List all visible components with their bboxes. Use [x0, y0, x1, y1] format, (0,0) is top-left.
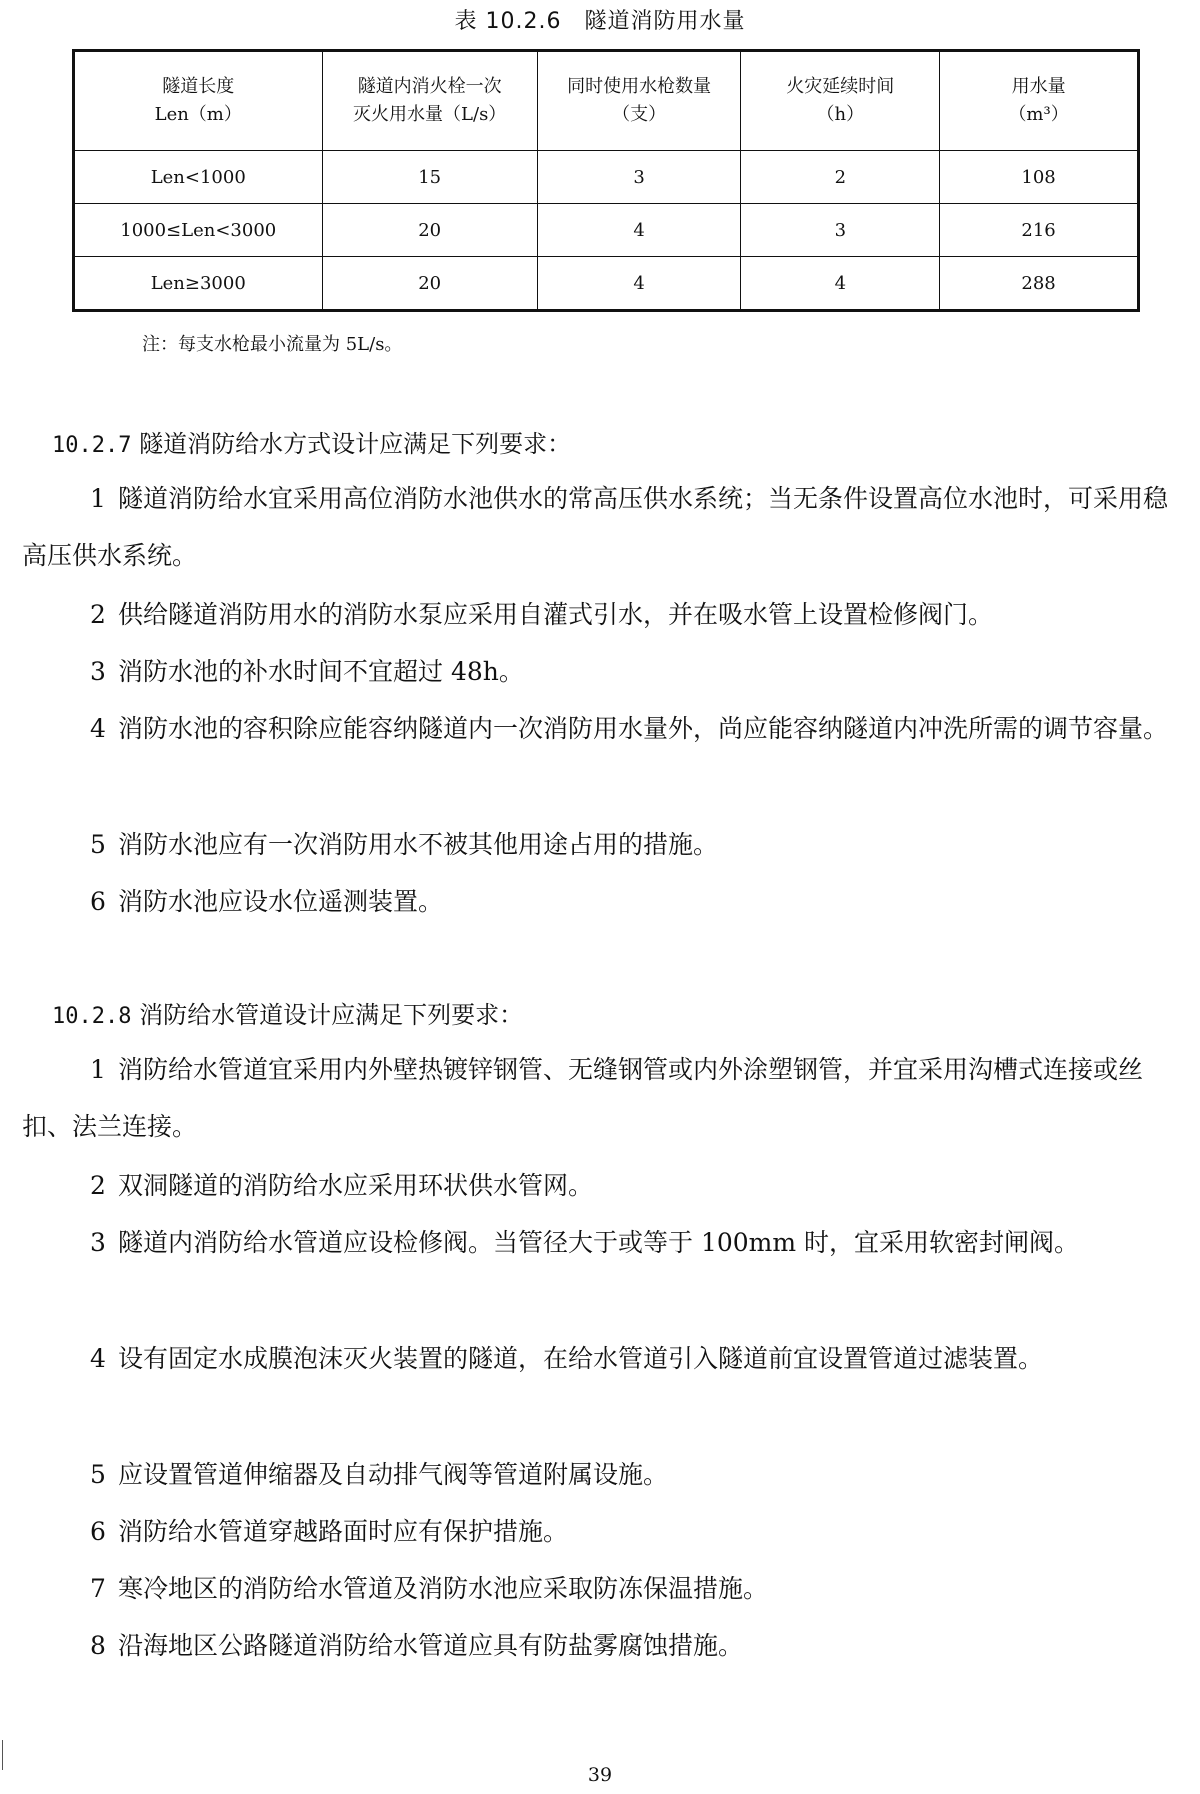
- section-1028-item-3: [22, 1214, 1192, 1271]
- header-water-volume: [940, 51, 1139, 151]
- item-text: 双洞隧道的消防给水应采用环状供水管网。: [118, 1171, 594, 1200]
- item-number: 5: [90, 830, 106, 859]
- table-cell: 3: [537, 151, 741, 204]
- item-text: 消防给水管道宜采用内外壁热镀锌钢管、无缝钢管或内外涂塑钢管，并宜采用沟槽式连接或丝扣、法兰连接。: [22, 1055, 1144, 1141]
- header-line: （支）: [612, 104, 667, 125]
- section-1027-item-3: [22, 643, 1192, 700]
- item-number: 5: [90, 1460, 106, 1489]
- section-1028-item-1: [22, 1041, 1192, 1155]
- item-text: 沿海地区公路隧道消防给水管道应具有防盐雾腐蚀措施。: [118, 1631, 744, 1660]
- table-row: [74, 257, 1139, 311]
- item-number: 3: [90, 657, 106, 686]
- section-1027-item-6: [22, 873, 1192, 930]
- table-cell: 15: [322, 151, 537, 204]
- table-cell: 4: [537, 204, 741, 257]
- header-line: 火灾延续时间: [786, 76, 895, 97]
- section-1028-item-4: [22, 1330, 1192, 1387]
- table-cell: 20: [322, 204, 537, 257]
- header-line: 同时使用水枪数量: [567, 76, 712, 97]
- item-number: 6: [90, 887, 106, 916]
- item-number: 4: [90, 1344, 106, 1373]
- section-1028-item-5: [22, 1446, 1192, 1503]
- item-text: 隧道消防给水宜采用高位消防水池供水的常高压供水系统；当无条件设置高位水池时，可采用稳高压供水系统。: [22, 484, 1169, 570]
- item-number: 4: [90, 714, 106, 743]
- section-1028-heading: [52, 995, 523, 1030]
- table-row: [74, 204, 1139, 257]
- header-line: 灭火用水量（L/s）: [353, 104, 507, 125]
- item-text: 应设置管道伸缩器及自动排气阀等管道附属设施。: [118, 1460, 669, 1489]
- header-nozzle-count: [537, 51, 741, 151]
- item-text: 消防水池的补水时间不宜超过 48h。: [118, 657, 524, 686]
- table-cell: 216: [940, 204, 1139, 257]
- item-number: 3: [90, 1228, 106, 1257]
- header-line: Len（m）: [154, 104, 242, 125]
- item-number: 8: [90, 1631, 106, 1660]
- table-cell: 4: [741, 257, 940, 311]
- table-cell: 3: [741, 204, 940, 257]
- header-line: 隧道内消火栓一次: [357, 76, 502, 97]
- fire-water-table: [72, 49, 1140, 312]
- section-1028-item-2: [22, 1157, 1192, 1214]
- table-container: [72, 49, 1140, 312]
- item-text: 消防给水管道穿越路面时应有保护措施。: [118, 1517, 569, 1546]
- section-1027-item-1: [22, 470, 1192, 584]
- table-cell: 288: [940, 257, 1139, 311]
- item-text: 消防水池的容积除应能容纳隧道内一次消防用水量外，尚应能容纳隧道内冲洗所需的调节容量。: [118, 714, 1169, 743]
- item-text: 寒冷地区的消防给水管道及消防水池应采取防冻保温措施。: [118, 1574, 769, 1603]
- header-tunnel-length: [74, 51, 323, 151]
- section-1027-item-4: [22, 700, 1192, 757]
- table-cell: 2: [741, 151, 940, 204]
- section-1027-heading: [52, 424, 571, 459]
- section-title: 隧道消防给水方式设计应满足下列要求：: [139, 430, 572, 458]
- section-1027-item-2: [22, 586, 1192, 643]
- header-hydrant-flow: [322, 51, 537, 151]
- section-number: 10.2.8: [52, 1004, 132, 1029]
- item-text: 消防水池应设水位遥测装置。: [118, 887, 444, 916]
- header-fire-duration: [741, 51, 940, 151]
- item-text: 隧道内消防给水管道应设检修阀。当管径大于或等于 100mm 时，宜采用软密封闸阀。: [118, 1228, 1080, 1257]
- header-line: （m³）: [1008, 104, 1069, 125]
- item-number: 6: [90, 1517, 106, 1546]
- page-number: 39: [587, 1764, 613, 1786]
- table-note: 注：每支水枪最小流量为 5L/s。: [142, 334, 403, 355]
- header-line: 隧道长度: [162, 76, 235, 97]
- table-cell: 20: [322, 257, 537, 311]
- section-number: 10.2.7: [52, 433, 132, 458]
- section-1028-item-8: [22, 1617, 1192, 1674]
- table-cell: 4: [537, 257, 741, 311]
- table-cell: 1000≤Len<3000: [74, 204, 323, 257]
- table-header-row: [74, 51, 1139, 151]
- item-number: 2: [90, 600, 106, 629]
- item-text: 供给隧道消防用水的消防水泵应采用自灌式引水，并在吸水管上设置检修阀门。: [118, 600, 994, 629]
- item-number: 1: [90, 1055, 106, 1084]
- item-text: 消防水池应有一次消防用水不被其他用途占用的措施。: [118, 830, 719, 859]
- item-text: 设有固定水成膜泡沫灭火装置的隧道，在给水管道引入隧道前宜设置管道过滤装置。: [118, 1344, 1044, 1373]
- header-line: 用水量: [1011, 76, 1066, 97]
- section-title: 消防给水管道设计应满足下列要求：: [139, 1001, 524, 1029]
- section-1028-item-7: [22, 1560, 1192, 1617]
- table-cell: 108: [940, 151, 1139, 204]
- table-cell: Len≥3000: [74, 257, 323, 311]
- item-number: 2: [90, 1171, 106, 1200]
- section-1027-item-5: [22, 816, 1192, 873]
- table-caption: 表 10.2.6 隧道消防用水量: [454, 9, 746, 34]
- table-cell: Len<1000: [74, 151, 323, 204]
- item-number: 7: [90, 1574, 106, 1603]
- table-row: [74, 151, 1139, 204]
- header-line: （h）: [816, 104, 865, 125]
- item-number: 1: [90, 484, 106, 513]
- section-1028-item-6: [22, 1503, 1192, 1560]
